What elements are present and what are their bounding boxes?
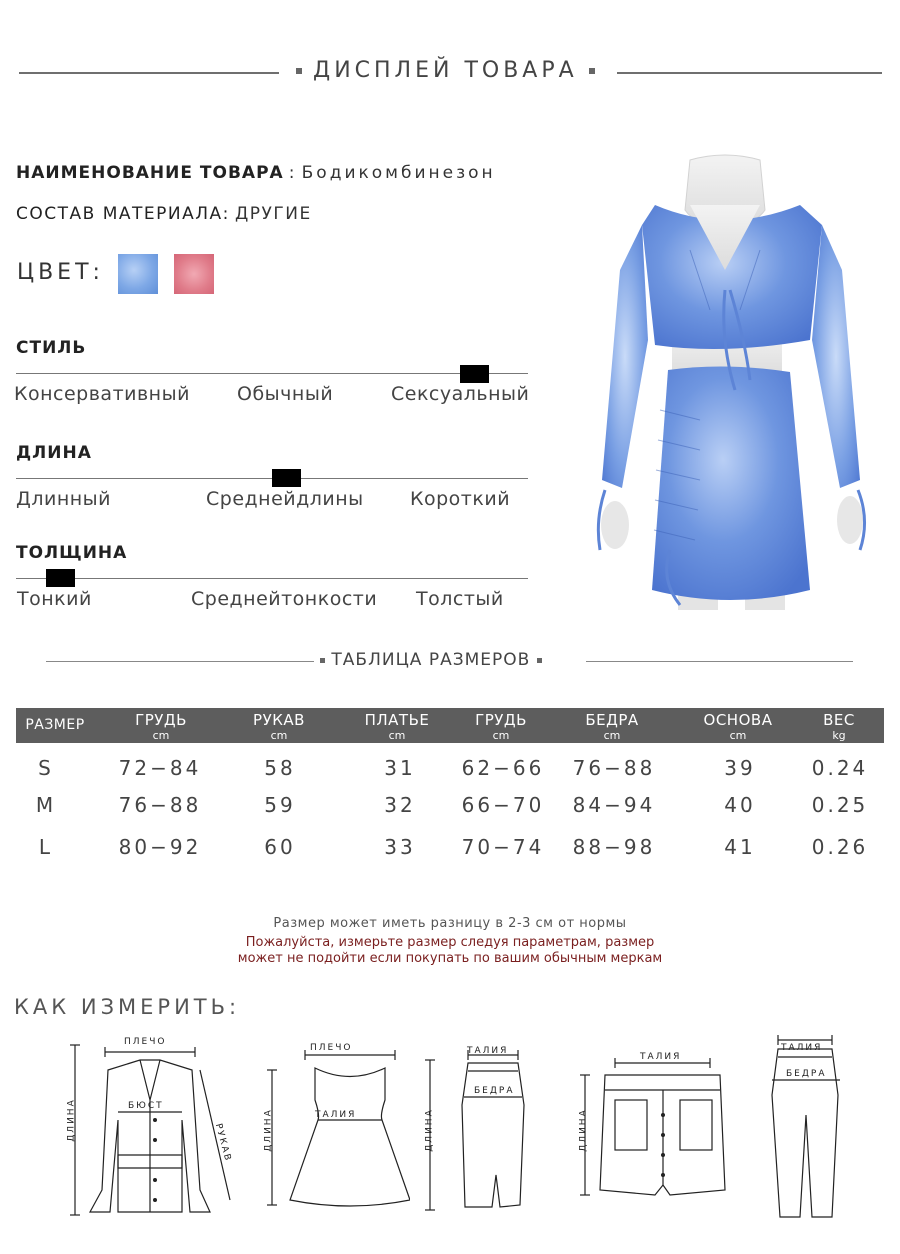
table-row-s-sleeve: 58 bbox=[264, 756, 296, 780]
table-row-m-sleeve: 59 bbox=[264, 793, 296, 817]
table-row-m-weight: 0.25 bbox=[811, 793, 869, 817]
table-row-s-chest: 72−84 bbox=[118, 756, 202, 780]
dress-length-label: ДЛИНА bbox=[263, 1108, 274, 1152]
table-row-m-chest: 76−88 bbox=[118, 793, 202, 817]
bullet-icon bbox=[296, 68, 302, 74]
jacket-length-label: ДЛИНА bbox=[66, 1098, 77, 1142]
table-row-s-chest2: 62−66 bbox=[461, 756, 545, 780]
bullet-icon bbox=[589, 68, 595, 74]
table-row-s-base: 39 bbox=[724, 756, 756, 780]
table-row-s-size: S bbox=[38, 756, 54, 780]
skirt-waist-label: ТАЛИЯ bbox=[467, 1046, 509, 1056]
table-row-s-dress: 31 bbox=[384, 756, 416, 780]
dress-sketch bbox=[260, 1040, 410, 1215]
bullet-icon bbox=[320, 658, 325, 663]
dress-waist-label: ТАЛИЯ bbox=[315, 1110, 357, 1120]
shorts-waist-label: ТАЛИЯ bbox=[640, 1052, 682, 1062]
shorts-length-label: ДЛИНА bbox=[578, 1108, 589, 1152]
note-tolerance: Размер может иметь разницу в 2-3 см от нормы bbox=[273, 916, 627, 931]
col-sleeve: РУКАВ cm bbox=[253, 711, 305, 742]
thickness-option-medium: Среднейтонкости bbox=[191, 588, 378, 610]
table-row-m-base: 40 bbox=[724, 793, 756, 817]
table-row-s-hips: 76−88 bbox=[572, 756, 656, 780]
jacket-shoulder-label: ПЛЕЧО bbox=[124, 1037, 167, 1047]
col-chest-2: ГРУДЬ cm bbox=[475, 711, 527, 742]
table-row-m-hips: 84−94 bbox=[572, 793, 656, 817]
thickness-title: ТОЛЩИНА bbox=[16, 543, 128, 563]
table-rule-left bbox=[46, 661, 314, 662]
table-row-l-chest2: 70−74 bbox=[461, 835, 545, 859]
product-name bbox=[16, 163, 496, 183]
thickness-track bbox=[16, 578, 528, 579]
skirt-hips-label: БЕДРА bbox=[474, 1086, 515, 1096]
table-row-l-weight: 0.26 bbox=[811, 835, 869, 859]
style-marker bbox=[460, 365, 489, 383]
pants-waist-label: ТАЛИЯ bbox=[781, 1043, 823, 1053]
length-option-long: Длинный bbox=[16, 488, 112, 510]
table-row-l-chest: 80−92 bbox=[118, 835, 202, 859]
col-chest: ГРУДЬ cm bbox=[135, 711, 187, 742]
table-row-m-chest2: 66−70 bbox=[461, 793, 545, 817]
length-marker bbox=[272, 469, 301, 487]
table-row-l-sleeve: 60 bbox=[264, 835, 296, 859]
jacket-sleeve-label: РУКАВ bbox=[212, 1122, 233, 1164]
table-row-l-dress: 33 bbox=[384, 835, 416, 859]
pants-sketch bbox=[760, 1035, 855, 1225]
thickness-option-thick: Толстый bbox=[416, 588, 504, 610]
shorts-sketch bbox=[575, 1045, 735, 1205]
size-table-header bbox=[16, 708, 884, 743]
style-option-conservative: Консервативный bbox=[14, 383, 190, 405]
color-swatch-blue[interactable] bbox=[118, 254, 158, 294]
table-row-l-hips: 88−98 bbox=[572, 835, 656, 859]
style-option-normal: Обычный bbox=[237, 383, 334, 405]
note-measure-2: может не подойти если покупать по вашим обычным меркам bbox=[237, 951, 663, 966]
skirt-length-label: ДЛИНА bbox=[424, 1108, 435, 1152]
col-base: ОСНОВА cm bbox=[703, 711, 773, 742]
jacket-chest-label: БЮСТ bbox=[128, 1101, 164, 1111]
note-measure-1: Пожалуйста, измерьте размер следуя параметрам, размер bbox=[245, 935, 655, 950]
product-photo bbox=[560, 150, 890, 610]
product-material bbox=[16, 204, 312, 224]
thickness-option-thin: Тонкий bbox=[17, 588, 92, 610]
jacket-sketch bbox=[60, 1040, 240, 1225]
table-row-m-size: M bbox=[35, 793, 57, 817]
header-title: ДИСПЛЕЙ ТОВАРА bbox=[296, 58, 595, 83]
col-dress: ПЛАТЬЕ cm bbox=[364, 711, 430, 742]
product-name-value: Бодикомбинезон bbox=[301, 163, 496, 183]
color-swatch-pink[interactable] bbox=[174, 254, 214, 294]
length-option-medium: Среднейдлины bbox=[206, 488, 364, 510]
length-option-short: Короткий bbox=[410, 488, 511, 510]
table-row-l-size: L bbox=[38, 835, 54, 859]
dress-shoulder-label: ПЛЕЧО bbox=[310, 1043, 353, 1053]
header-rule-left bbox=[19, 72, 279, 74]
material-value: ДРУГИЕ bbox=[234, 204, 312, 224]
length-title: ДЛИНА bbox=[16, 443, 92, 463]
material-label: СОСТАВ МАТЕРИАЛА: bbox=[16, 204, 230, 224]
table-row-m-dress: 32 bbox=[384, 793, 416, 817]
color-label: ЦВЕТ: bbox=[17, 260, 104, 285]
style-title: СТИЛЬ bbox=[16, 338, 87, 358]
style-option-sexy: Сексуальный bbox=[391, 383, 530, 405]
pants-hips-label: БЕДРА bbox=[786, 1069, 827, 1079]
size-table-title: ТАБЛИЦА РАЗМЕРОВ bbox=[320, 650, 542, 670]
product-name-label: НАИМЕНОВАНИЕ ТОВАРА bbox=[16, 163, 284, 183]
bullet-icon bbox=[537, 658, 542, 663]
product-name-sep: : bbox=[288, 163, 297, 183]
table-rule-right bbox=[586, 661, 853, 662]
skirt-sketch bbox=[420, 1045, 530, 1220]
style-track bbox=[16, 373, 528, 374]
header-rule-right bbox=[617, 72, 882, 74]
col-weight: ВЕС kg bbox=[823, 711, 855, 742]
thickness-marker bbox=[46, 569, 75, 587]
col-hips: БЕДРА cm bbox=[585, 711, 639, 742]
table-row-l-base: 41 bbox=[724, 835, 756, 859]
how-to-title: КАК ИЗМЕРИТЬ: bbox=[14, 995, 241, 1019]
col-size: РАЗМЕР bbox=[25, 717, 85, 733]
table-row-s-weight: 0.24 bbox=[811, 756, 869, 780]
